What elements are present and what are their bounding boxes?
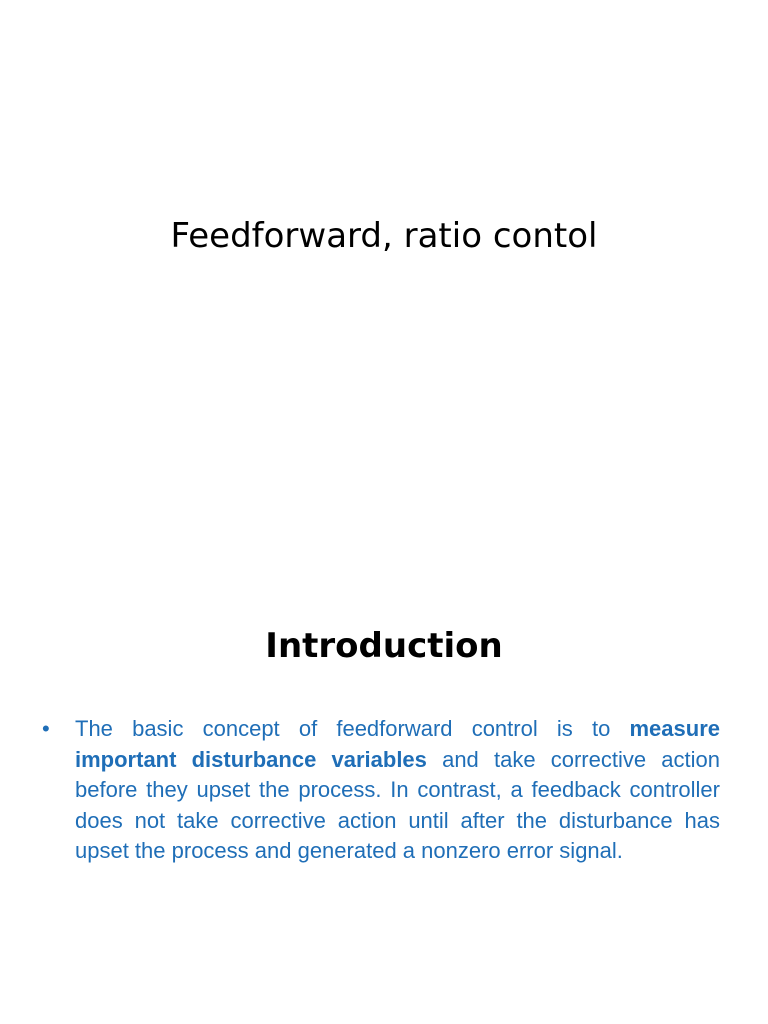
bullet-marker: • xyxy=(42,716,50,741)
slide-title: Feedforward, ratio contol xyxy=(170,216,598,256)
bullet-text xyxy=(75,714,720,867)
bullet-item xyxy=(42,714,720,867)
slide-2 xyxy=(0,512,768,1024)
bullet-text-part1: The basic concept of feedforward control is to xyxy=(75,716,630,741)
bullet-text-part2: and take corrective action before they upset the process. In contrast, a feedback controller does not take corrective action until after the disturbance has upset the process and generated a nonzero error signal. xyxy=(75,746,720,864)
bullet-text-emphasis: measure important disturbance variables xyxy=(75,716,720,772)
section-heading: Introduction xyxy=(265,626,503,666)
